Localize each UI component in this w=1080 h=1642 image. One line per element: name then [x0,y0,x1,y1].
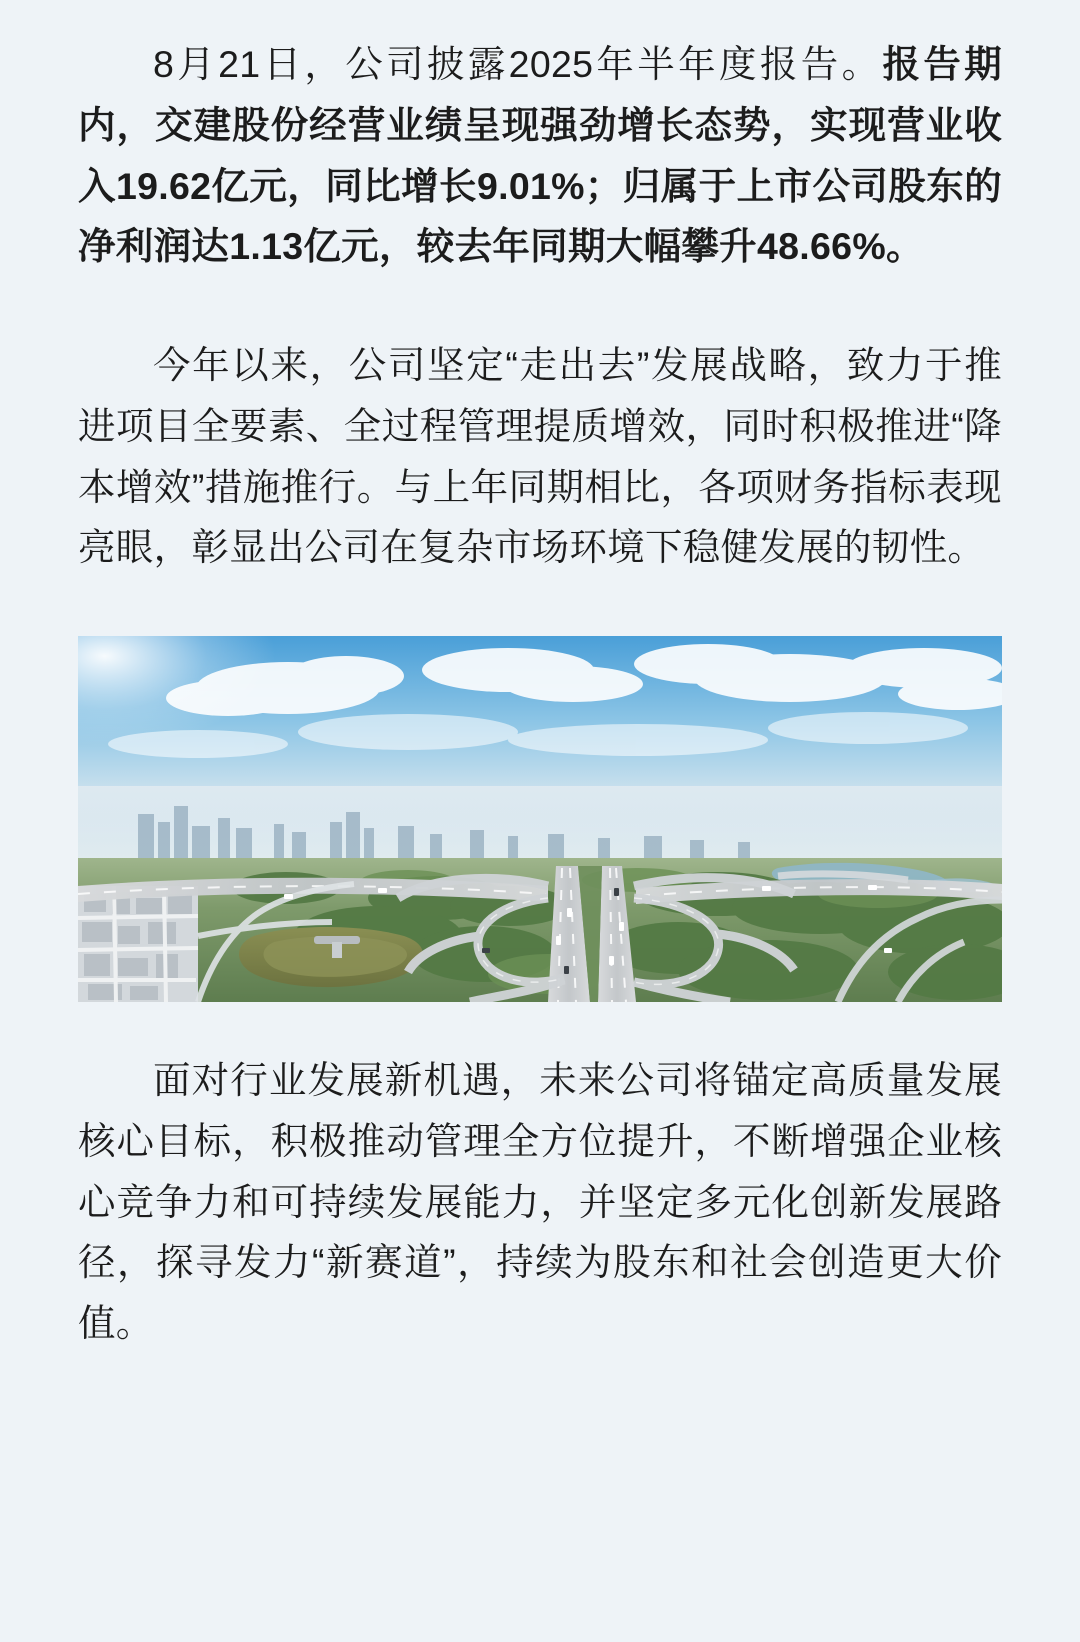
paragraph-1 [78,34,1002,277]
photo-graphic [78,636,1002,1002]
paragraph-1-plain: 8月21日，公司披露2025年半年度报告。 [153,43,883,85]
spacer-2 [78,578,1002,636]
aerial-highway-interchange-photo [78,636,1002,1002]
spacer-1 [78,277,1002,335]
paragraph-3: 面对行业发展新机遇，未来公司将锚定高质量发展核心目标，积极推动管理全方位提升，不断增强企业核心竞争力和可持续发展能力，并坚定多元化创新发展路径，探寻发力“新赛道”，持续为股东和社会创造更大价值。 [78,1059,1002,1344]
paragraph-2: 今年以来，公司坚定“走出去”发展战略，致力于推进项目全要素、全过程管理提质增效，同时积极推进“降本增效”措施推行。与上年同期相比，各项财务指标表现亮眼，彰显出公司在复杂市场环境下稳健发展的韧性。 [78,344,1002,569]
paragraph-1-bold: 报告期内，交建股份经营业绩呈现强劲增长态势，实现营业收入19.62亿元，同比增长9.01%；归属于上市公司股东的净利润达1.13亿元，较去年同期大幅攀升48.66%。 [78,43,1002,268]
spacer-3 [78,1002,1002,1050]
